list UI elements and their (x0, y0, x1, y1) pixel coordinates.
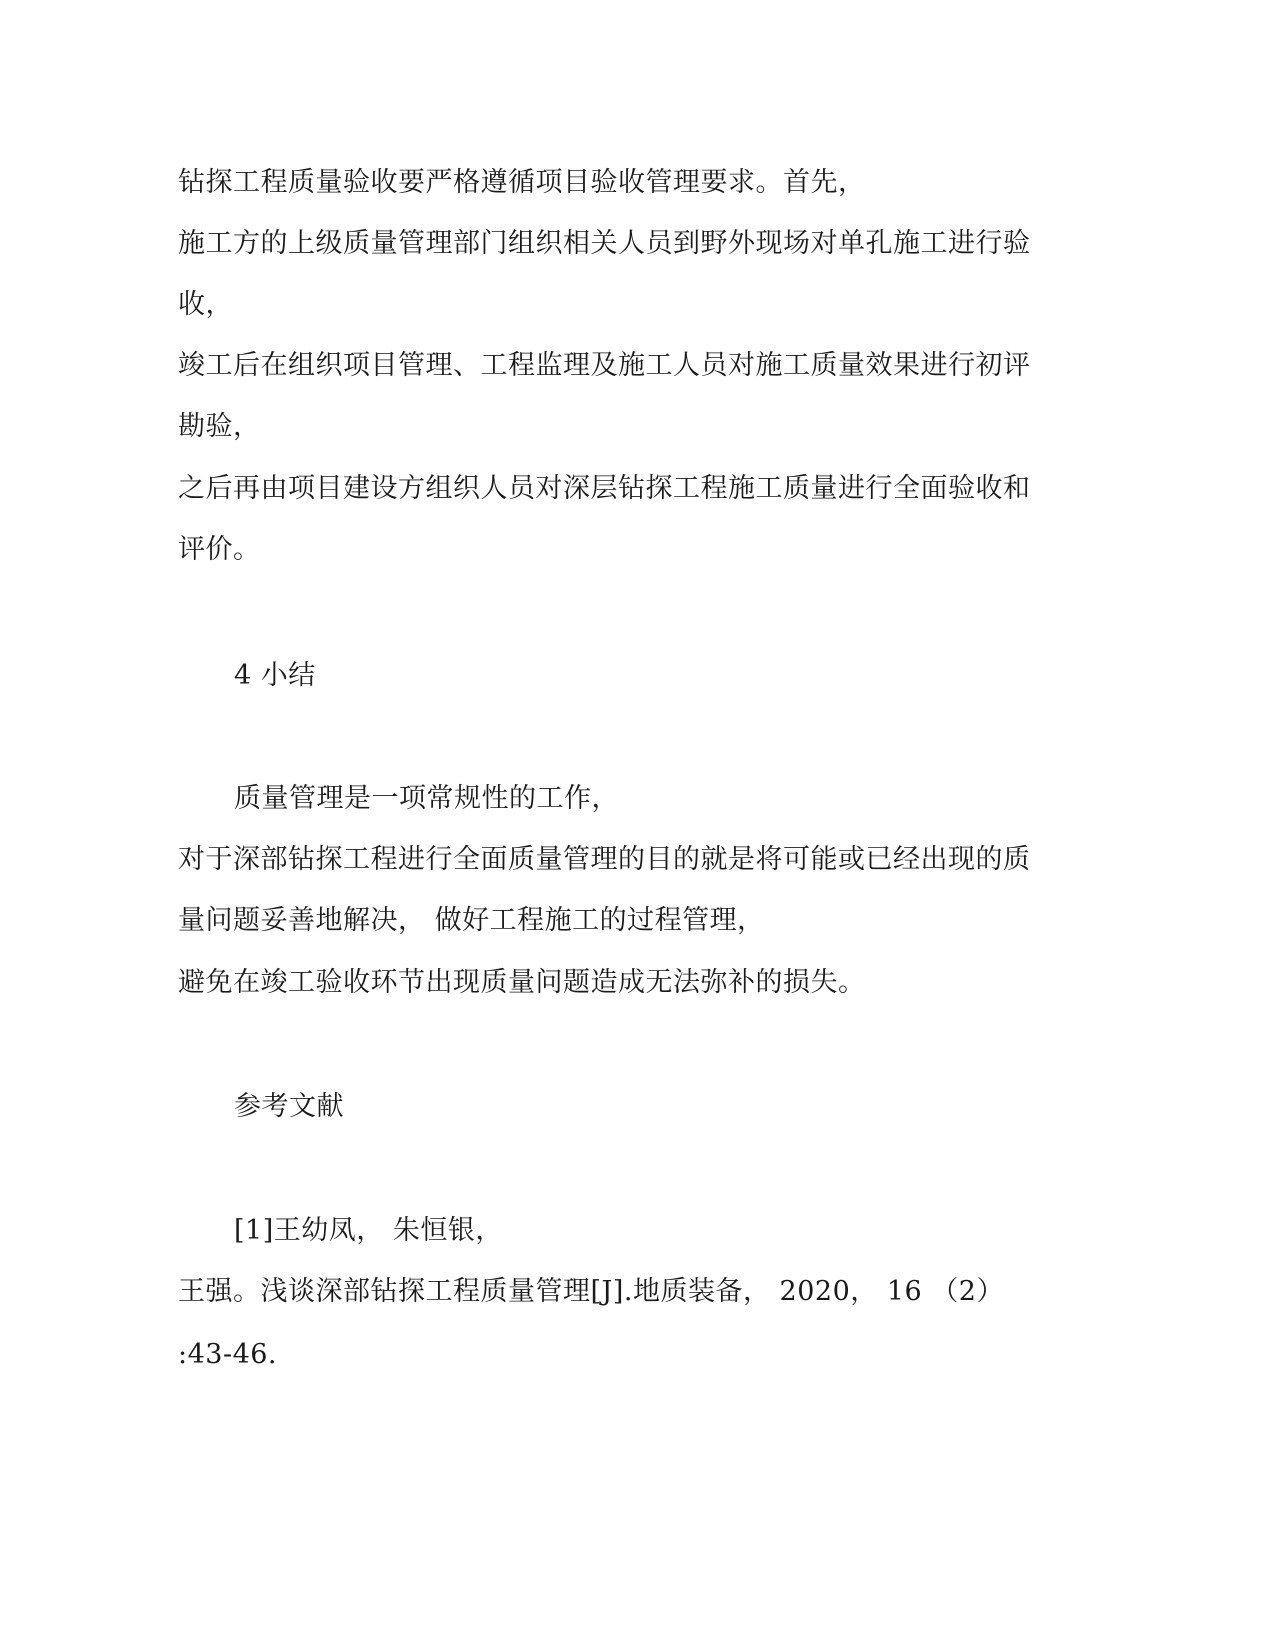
paragraph-line: 钻探工程质量验收要严格遵循项目验收管理要求。首先， (178, 167, 866, 198)
paragraph-line: 避免在竣工验收环节出现质量问题造成无法弥补的损失。 (178, 967, 866, 998)
paragraph-line: 量问题妥善地解决， 做好工程施工的过程管理， (178, 905, 765, 936)
paragraph-line: 质量管理是一项常规性的工作， (234, 783, 619, 814)
paragraph-line: 之后再由项目建设方组织人员对深层钻探工程施工质量进行全面验收和 (178, 473, 1031, 504)
references-heading: 参考文献 (234, 1091, 344, 1122)
reference-line: [1]王幼凤， 朱恒银， (234, 1215, 503, 1246)
paragraph-line: 勘验， (178, 411, 261, 442)
paragraph-line: 施工方的上级质量管理部门组织相关人员到野外现场对单孔施工进行验 (178, 228, 1031, 259)
paragraph-line: 评价。 (178, 534, 261, 565)
reference-line: :43-46. (178, 1339, 278, 1370)
paragraph-line: 竣工后在组织项目管理、工程监理及施工人员对施工质量效果进行初评 (178, 350, 1031, 381)
reference-line: 王强。浅谈深部钻探工程质量管理[J].地质装备， 2020， 16 （2） (178, 1276, 1004, 1307)
paragraph-line: 对于深部钻探工程进行全面质量管理的目的就是将可能或已经出现的质 (178, 844, 1031, 875)
section-heading: 4 小结 (234, 660, 316, 691)
paragraph-line: 收， (178, 289, 233, 320)
